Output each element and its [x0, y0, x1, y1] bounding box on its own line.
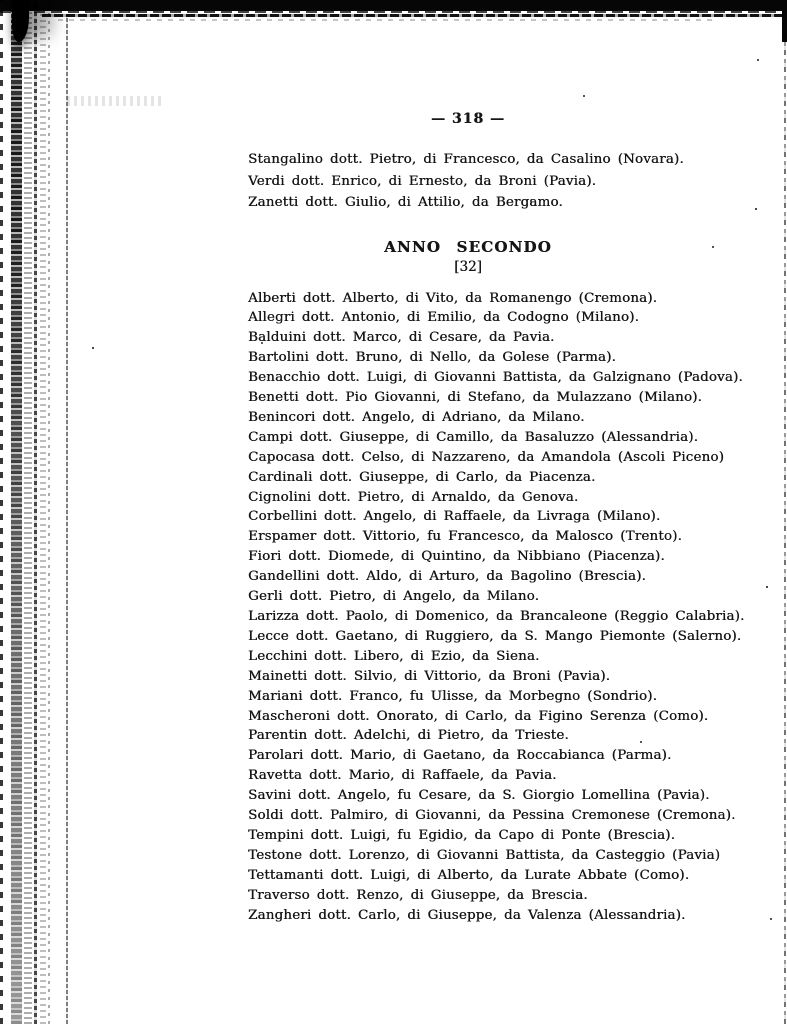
binding-streak [40, 0, 46, 1024]
graduate-entry-line: Parentin dott. Adelchi, di Pietro, da Trieste. [248, 728, 569, 744]
graduate-entry-line: Mascheroni dott. Onorato, di Carlo, da Figino Serenza (Como). [248, 708, 709, 724]
graduate-entry-line: Traverso dott. Renzo, di Giuseppe, da Brescia. [248, 887, 588, 903]
graduate-entry-line: Mainetti dott. Silvio, di Vittorio, da Broni (Pavia). [248, 668, 611, 684]
graduate-entry-line: Bartolini dott. Bruno, di Nello, da Golese (Parma). [248, 350, 616, 366]
graduate-entry-line: Testone dott. Lorenzo, di Giovanni Battista, da Casteggio (Pavia) [248, 847, 721, 863]
section-count: [32] [454, 258, 482, 275]
graduate-entry-line: Larizza dott. Paolo, di Domenico, da Brancaleone (Reggio Calabria). [248, 609, 745, 624]
graduate-entry-line: Parolari dott. Mario, di Gaetano, da Roccabianca (Parma). [248, 748, 672, 764]
graduate-entry-line: Lecchini dott. Libero, di Ezio, da Siena. [248, 648, 540, 664]
scan-noise-dots [0, 0, 2, 2]
graduate-entry-line: Erspamer dott. Vittorio, fu Francesco, da Malosco (Trento). [248, 529, 682, 545]
section-heading [248, 238, 688, 275]
graduate-entry-line: Soldi dott. Palmiro, di Giovanni, da Pessina Cremonese (Cremona). [248, 808, 736, 824]
graduate-entry-line: Benincori dott. Angelo, di Adriano, da Milano. [248, 409, 585, 425]
page-content [248, 0, 745, 926]
graduate-entry-line: Balduini dott. Marco, di Cesare, da Pavia. [248, 330, 555, 346]
graduate-entry-line: Allegri dott. Antonio, di Emilio, da Codogno (Milano). [248, 310, 640, 326]
graduate-entry-line: Benacchio dott. Luigi, di Giovanni Battista, da Galzignano (Padova). [248, 370, 743, 386]
binding-streak [34, 0, 37, 1024]
section-title: ANNO SECONDO [384, 237, 552, 256]
graduate-entry-line: Tettamanti dott. Luigi, di Alberto, da Lurate Abbate (Como). [248, 867, 690, 883]
graduate-entry-line: Zangheri dott. Carlo, di Giuseppe, da Valenza (Alessandria). [248, 907, 686, 923]
graduate-entry-line: Zanetti dott. Giulio, di Attilio, da Bergamo. [248, 195, 563, 210]
page-number: — 318 — [431, 111, 505, 127]
graduate-entry-line: Fiori dott. Diomede, di Quintino, da Nibbiano (Piacenza). [248, 549, 665, 565]
scan-smear [67, 96, 162, 106]
graduate-entry-line: Lecce dott. Gaetano, di Ruggiero, da S. Mango Piemonte (Salerno). [248, 628, 742, 644]
graduate-entry-line: Tempini dott. Luigi, fu Egidio, da Capo di Ponte (Brescia). [248, 827, 676, 843]
binding-gutter-shadow [11, 0, 22, 1024]
continued-entry-list [248, 149, 688, 214]
binding-streak [0, 0, 3, 1024]
graduate-entry-line: Benetti dott. Pio Giovanni, di Stefano, da Mulazzano (Milano). [248, 390, 702, 406]
graduate-entry-line: Verdi dott. Enrico, di Ernesto, da Broni (Pavia). [248, 173, 597, 189]
entry-list [248, 289, 745, 926]
graduate-entry-line: Gandellini dott. Aldo, di Arturo, da Bagolino (Brescia). [248, 569, 646, 585]
graduate-entry-line: Capocasa dott. Celso, di Nazzareno, da Amandola (Ascoli Piceno) [248, 449, 725, 465]
underlying-page-edge-line [66, 15, 68, 1024]
graduate-entry-line: Cardinali dott. Giuseppe, di Carlo, da Piacenza. [248, 469, 596, 485]
graduate-entry-line: Corbellini dott. Angelo, di Raffaele, da Livraga (Milano). [248, 509, 661, 525]
graduate-entry-line: Savini dott. Angelo, fu Cesare, da S. Giorgio Lomellina (Pavia). [248, 788, 710, 804]
graduate-entry-line: Alberti dott. Alberto, di Vito, da Romanengo (Cremona). [248, 290, 658, 306]
binding-streak [24, 0, 32, 1024]
binding-streak [48, 0, 50, 1024]
graduate-entry-line: Cignolini dott. Pietro, di Arnaldo, da Genova. [248, 489, 579, 505]
graduate-entry-line: Mariani dott. Franco, fu Ulisse, da Morbegno (Sondrio). [248, 688, 658, 704]
graduate-entry-line: Stangalino dott. Pietro, di Francesco, da Casalino (Novara). [248, 152, 684, 167]
graduate-entry-line: Campi dott. Giuseppe, di Camillo, da Basaluzzo (Alessandria). [248, 429, 699, 445]
graduate-entry-line: Ravetta dott. Mario, di Raffaele, da Pavia. [248, 768, 557, 784]
scan-right-edge-speckle [784, 34, 786, 1024]
graduate-entry-line: Gerli dott. Pietro, di Angelo, da Milano. [248, 589, 540, 605]
